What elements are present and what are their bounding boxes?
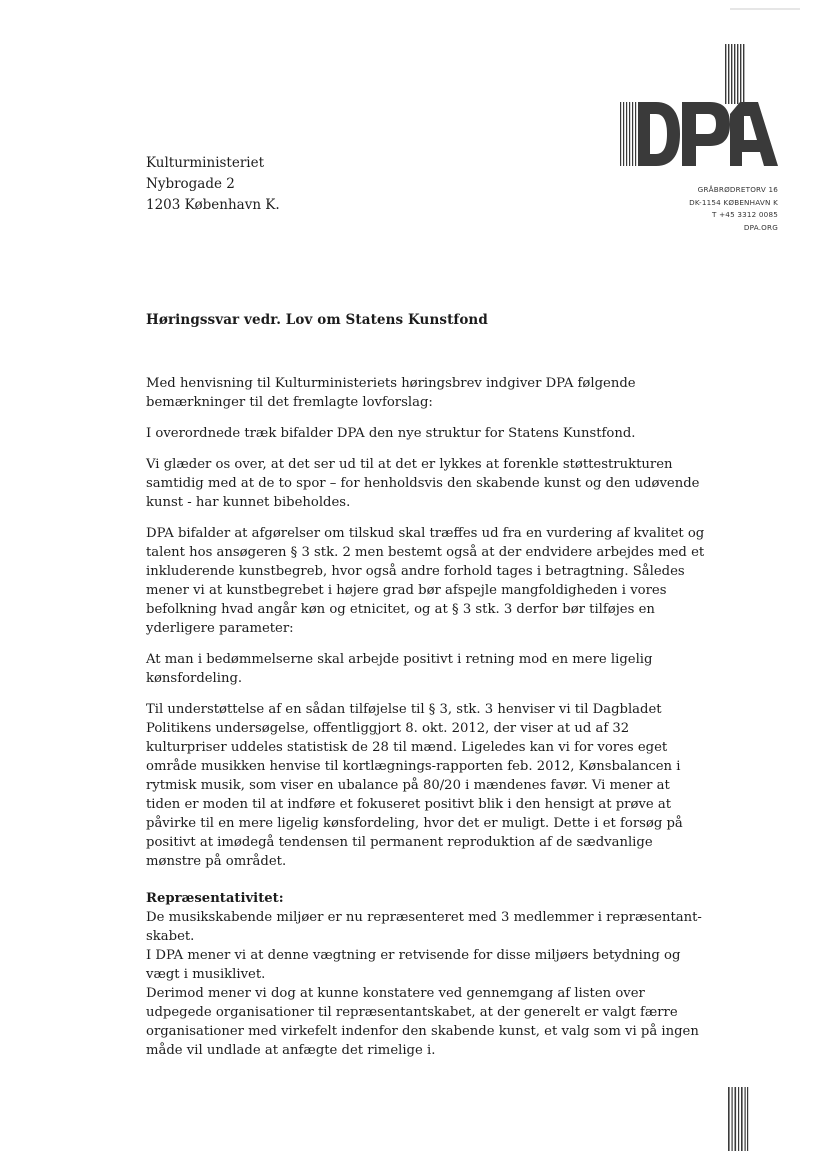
barcode-icon [727,1087,749,1151]
dpa-logo-icon [618,44,780,172]
paragraph: I overordnede træk bifalder DPA den nye struktur for Statens Kunstfond. [146,426,636,441]
recipient-address [146,153,280,216]
paragraph: Med henvisning til Kulturministeriets høringsbrev indgiver DPA følgende bemærkninger til det fremlagte lovforslag: [146,376,636,410]
recipient-line: Kulturministeriet [146,155,265,171]
letter-body [146,374,706,1060]
section-line: I DPA mener vi at denne vægtning er retvisende for disse miljøers betydning og vægt i musiklivet. [146,948,681,982]
recipient-line: Nybrogade 2 [146,176,235,192]
scan-mark [730,8,800,10]
address-line: T +45 3312 0085 [712,210,778,219]
paragraph: DPA bifalder at afgørelser om tilskud skal træffes ud fra en vurdering af kvalitet og talent hos ansøgeren § 3 stk. 2 men bestemt også at der endvidere arbejdes med et inkluderende kunstbegreb, hvor også andre forhold tages i betragtning. Således mener vi at kunstbegrebet i højere grad bør afspejle mangfoldigheden i vores befolkning hvad angår køn og etnicitet, og at § 3 stk. 3 derfor bør tilføjes en yderligere parameter: [146,526,705,636]
section-title: Repræsentativitet: [146,891,284,906]
section-line: De musikskabende miljøer er nu repræsenteret med 3 medlemmer i repræsentant-skabet. [146,910,702,944]
address-line: DPA.ORG [743,222,778,232]
section-representativity [146,889,706,1060]
paragraph: At man i bedømmelserne skal arbejde positivt i retning mod en mere ligelig kønsfordeling. [146,652,653,686]
recipient-line: 1203 København K. [146,197,280,213]
paragraph: Til understøttelse af en sådan tilføjelse til § 3, stk. 3 henviser vi til Dagbladet Politikens undersøgelse, offentliggjort 8. okt. 2012, der viser at ud af 32 kulturpriser uddeles statistisk de 28 til mænd. Ligeledes kan vi for vores eget område musikken henvise til kortlægnings-rapporten feb. 2012, Kønsbalancen i rytmisk musik, som viser en ubalance på 80/20 i mændenes favør. Vi mener at tiden er moden til at indføre et fokuseret positivt blik i den hensigt at prøve at påvirke til en mere ligelig kønsfordeling, hvor det er muligt. Dette i et forsøg på positivt at imødegå tendensen til permanent reproduktion af de sædvanlige mønstre på området. [146,702,683,869]
letter-heading: Høringssvar vedr. Lov om Statens Kunstfond [146,312,488,328]
sender-address [689,184,778,234]
address-line: GRÅBRØDRETORV 16 [697,185,778,194]
section-line: Derimod mener vi dog at kunne konstatere ved gennemgang af listen over udpegede organisationer til repræsentantskabet, at der generelt er valgt færre organisationer med virkefelt indenfor den skabende kunst, et valg som vi på ingen måde vil undlade at anfægte det rimelige i. [146,986,699,1058]
address-line: DK-1154 KØBENHAVN K [689,197,778,207]
paragraph: Vi glæder os over, at det ser ud til at det er lykkes at forenkle støttestrukturen samtidig med at de to spor – for henholdsvis den skabende kunst og den udøvende kunst - har kunnet bibeholdes. [146,457,700,510]
